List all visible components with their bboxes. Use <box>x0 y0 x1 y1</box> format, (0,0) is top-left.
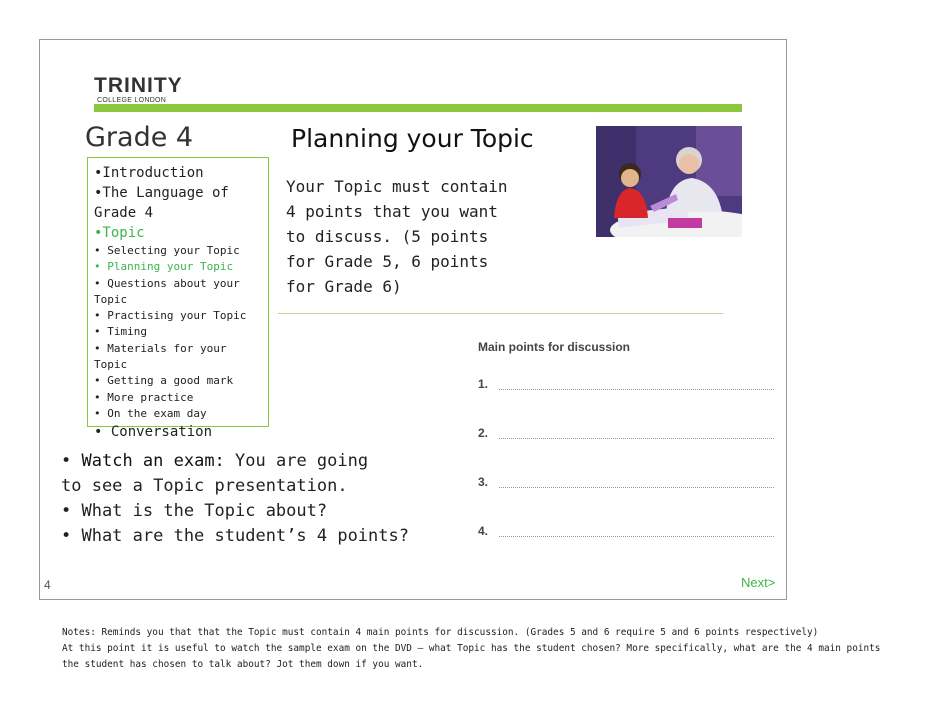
menu-item-introduction[interactable]: •Introduction <box>94 165 204 181</box>
watch-line-1-rest: You are going <box>224 451 369 471</box>
notes-line-1: Notes: Reminds you that that the Topic must contain 4 main points for discussion. (Grades 5 and 6 require 5 and 6 points respectively) <box>62 627 819 638</box>
logo-sub-text: COLLEGE LONDON <box>97 97 167 104</box>
menu-item-timing[interactable]: • Timing <box>94 325 147 339</box>
menu-item-conversation[interactable]: • Conversation <box>94 424 213 441</box>
discussion-row <box>478 426 778 475</box>
discussion-number: 3. <box>478 475 489 489</box>
exam-photo <box>596 126 742 237</box>
watch-line-3: • What is the Topic about? <box>61 501 328 521</box>
section-menu <box>87 157 269 441</box>
menu-item-exam-day[interactable]: • On the exam day <box>94 406 207 420</box>
menu-item-selecting-topic[interactable]: • Selecting your Topic <box>94 244 240 257</box>
menu-item-planning-topic[interactable]: • Planning your Topic <box>94 260 234 274</box>
discussion-number: 2. <box>478 426 489 440</box>
exam-photo-illustration <box>596 126 742 237</box>
divider-line <box>278 313 723 314</box>
dotted-line <box>499 389 774 390</box>
discussion-row <box>478 475 778 524</box>
bullet: • <box>61 451 72 471</box>
header-green-bar <box>94 104 742 112</box>
trinity-logo <box>94 75 183 105</box>
dotted-line <box>499 536 774 537</box>
logo-main-text: TRINITY <box>94 74 183 97</box>
menu-item-more-practice[interactable]: • More practice <box>94 390 194 404</box>
notes-line-2: At this point it is useful to watch the sample exam on the DVD – what Topic has the student chosen? More specifically, what are the 4 main points the student has chosen to talk about? Jot them down if you want. <box>62 643 881 670</box>
menu-item-practising-topic[interactable]: • Practising your Topic <box>94 309 247 323</box>
menu-item-language[interactable]: •The Language of Grade 4 <box>94 185 229 221</box>
intro-text: Your Topic must contain 4 points that you want to discuss. (5 points for Grade 5, 6 points for Grade 6) <box>286 177 508 296</box>
slide <box>39 39 787 600</box>
watch-exam-text <box>61 449 481 549</box>
menu-item-topic[interactable]: •Topic <box>94 225 145 241</box>
discussion-row <box>478 524 778 573</box>
menu-item-questions-topic[interactable]: • Questions about your Topic <box>94 276 240 306</box>
slide-title: Planning your Topic <box>291 124 534 153</box>
page-number: 4 <box>44 578 51 592</box>
watch-line-1 <box>61 449 481 474</box>
next-link[interactable]: Next> <box>741 575 776 590</box>
discussion-row <box>478 377 778 426</box>
dotted-line <box>499 487 774 488</box>
discussion-number: 4. <box>478 524 489 538</box>
speaker-notes <box>62 625 892 673</box>
discussion-number: 1. <box>478 377 489 391</box>
grade-title: Grade 4 <box>85 122 194 153</box>
dotted-line <box>499 438 774 439</box>
watch-line-2: to see a Topic presentation. <box>61 476 348 496</box>
discussion-worksheet <box>478 340 778 573</box>
discussion-title: Main points for discussion <box>478 340 631 354</box>
menu-item-good-mark[interactable]: • Getting a good mark <box>94 374 234 388</box>
watch-line-4: • What are the student’s 4 points? <box>61 526 409 546</box>
watch-heading: Watch an exam: <box>81 451 225 471</box>
menu-item-materials[interactable]: • Materials for your Topic <box>94 341 227 372</box>
